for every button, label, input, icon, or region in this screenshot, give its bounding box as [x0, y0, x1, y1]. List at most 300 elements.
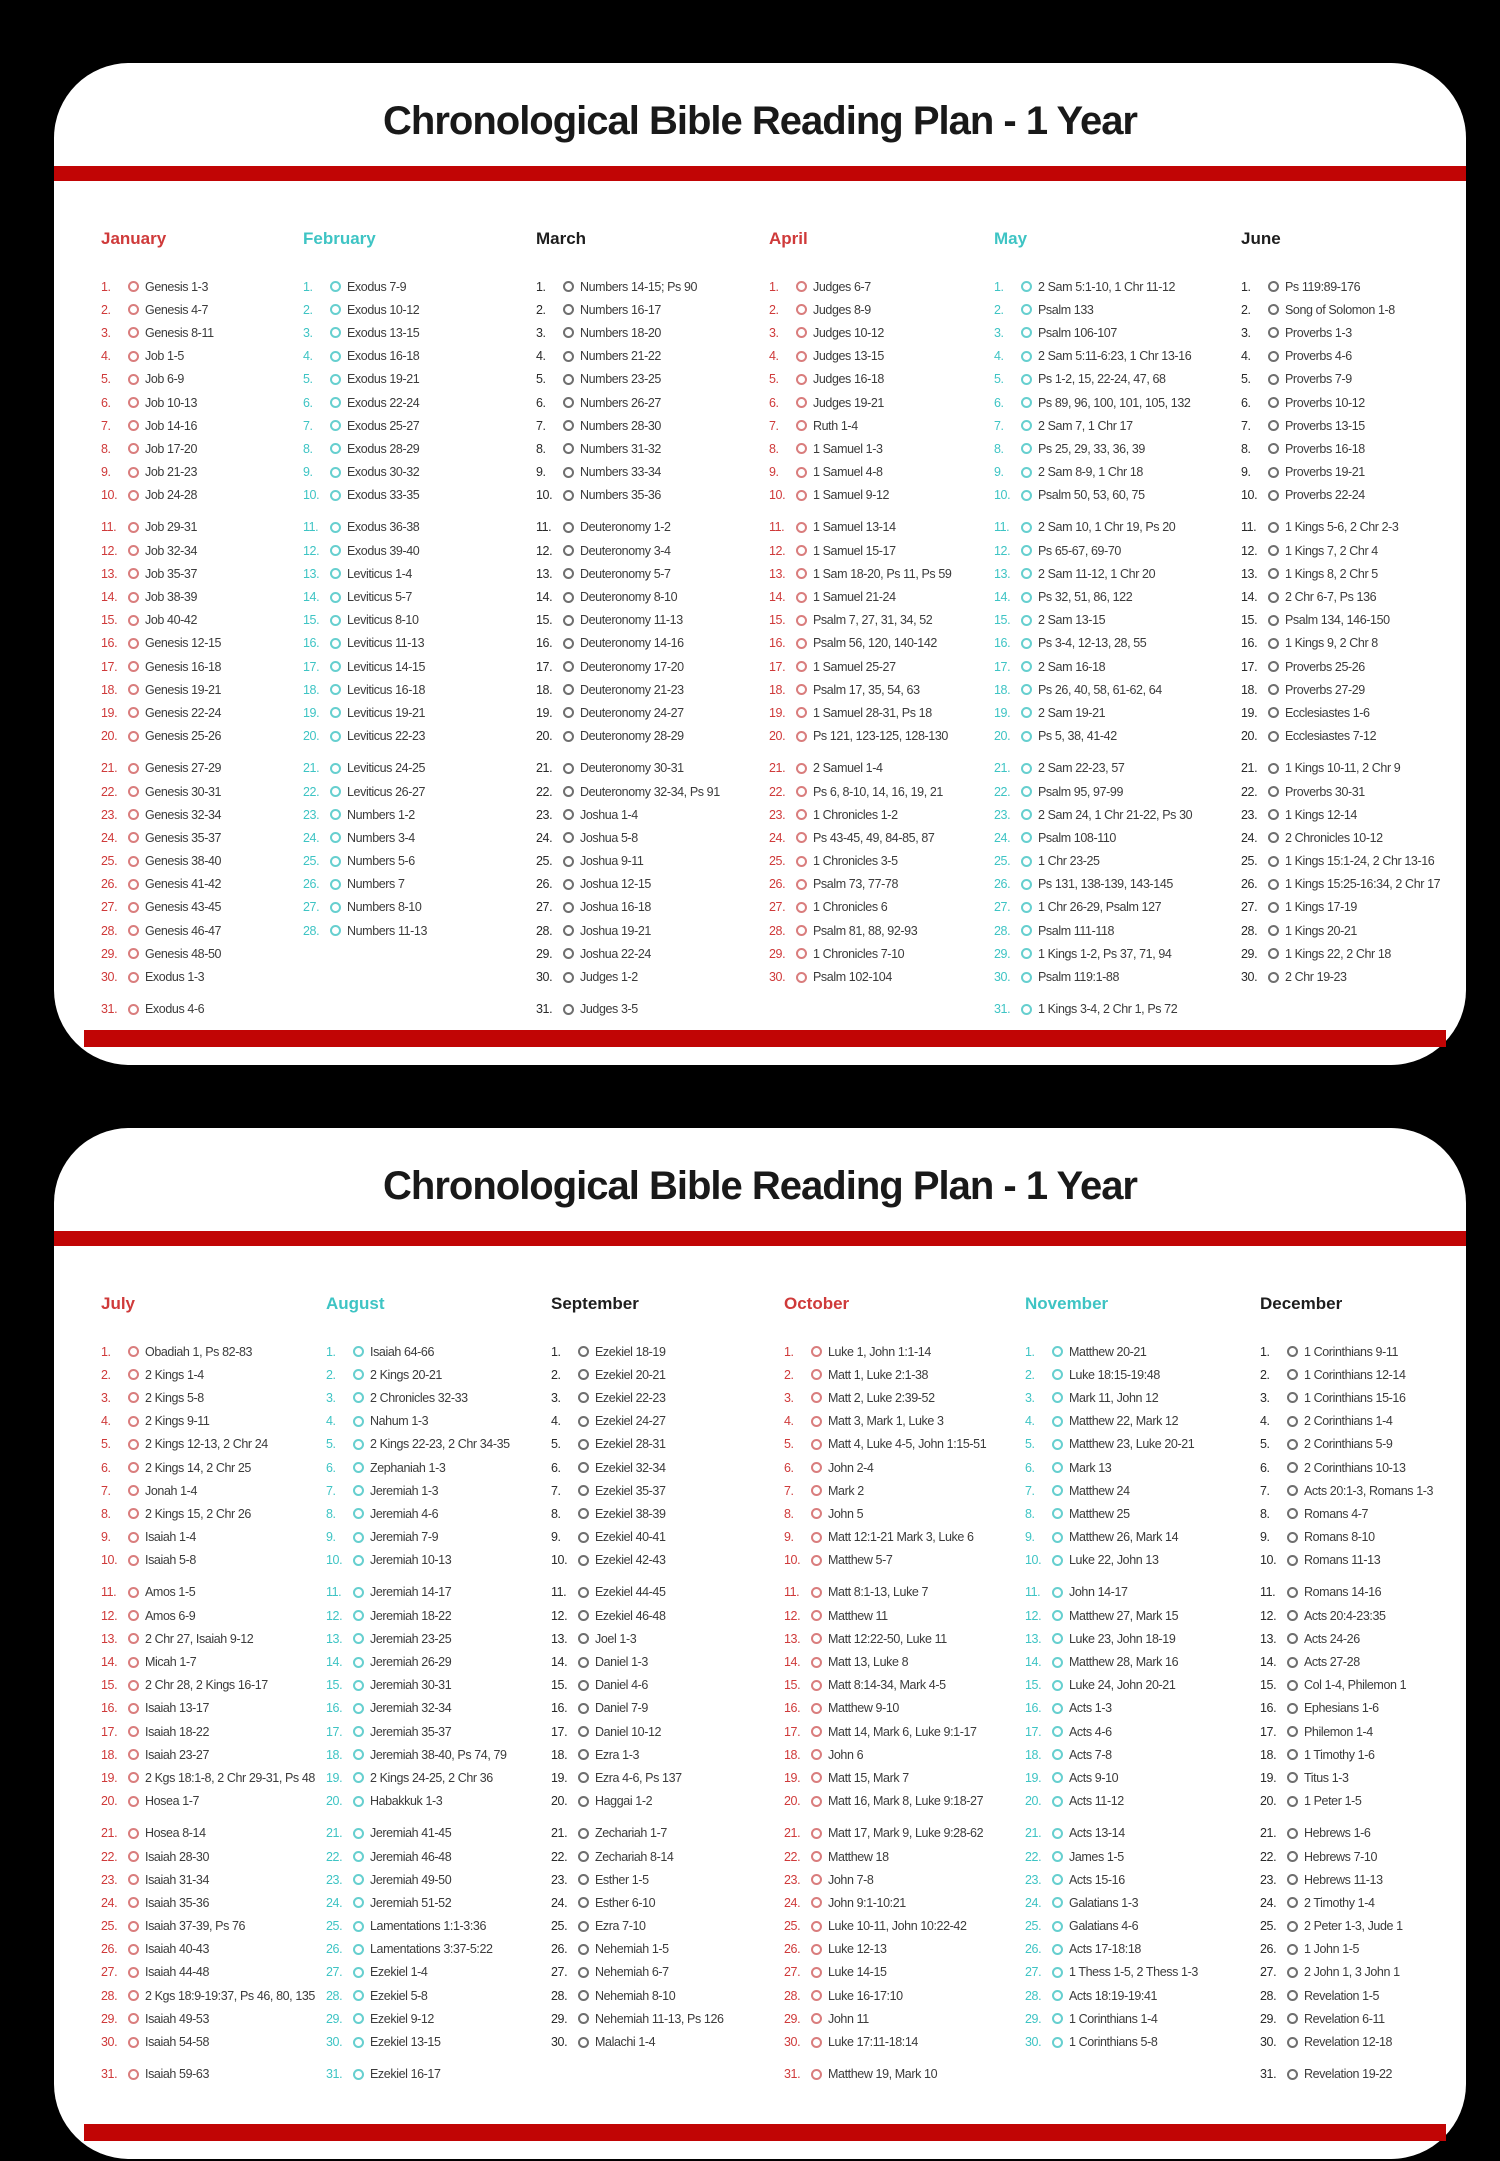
checkbox-circle-icon	[811, 1944, 822, 1955]
reading-entry	[994, 484, 1241, 507]
reading-entry	[326, 2007, 551, 2030]
checkbox-circle-icon	[1287, 1657, 1298, 1668]
day-number: 1.	[303, 279, 313, 294]
reading-reference: 2 Kings 5-8	[145, 1390, 204, 1405]
day-number: 5.	[994, 372, 1004, 387]
checkbox-circle-icon	[1268, 615, 1279, 626]
reading-entry	[551, 1549, 784, 1572]
reading-entry	[1260, 1433, 1458, 1456]
reading-entry	[769, 678, 994, 701]
checkbox-circle-icon	[578, 1921, 589, 1932]
checkbox-circle-icon	[563, 948, 574, 959]
reading-entry	[551, 1386, 784, 1409]
day-number: 24.	[551, 1895, 568, 1910]
day-number: 29.	[1025, 2011, 1042, 2026]
reading-entry	[1025, 1386, 1260, 1409]
reading-entry	[1025, 1790, 1260, 1813]
reading-entry	[1025, 1456, 1260, 1479]
reading-entry	[551, 1938, 784, 1961]
reading-reference: Jeremiah 32-34	[370, 1701, 452, 1716]
checkbox-circle-icon	[811, 2037, 822, 2048]
reading-reference: Col 1-4, Philemon 1	[1304, 1678, 1407, 1693]
reading-reference: John 7-8	[828, 1872, 874, 1887]
day-number: 20.	[101, 1794, 118, 1809]
reading-entry	[551, 1961, 784, 1984]
checkbox-circle-icon	[1052, 1726, 1063, 1737]
checkbox-circle-icon	[128, 902, 139, 913]
checkbox-circle-icon	[578, 1796, 589, 1807]
reading-reference: 1 Kings 17-19	[1285, 900, 1357, 915]
reading-reference: Leviticus 14-15	[347, 659, 426, 674]
checkbox-circle-icon	[1052, 1749, 1063, 1760]
day-number: 22.	[1025, 1849, 1042, 1864]
day-number: 9.	[101, 1530, 111, 1545]
reading-reference: Ezekiel 35-37	[595, 1483, 666, 1498]
reading-reference: Deuteronomy 17-20	[580, 659, 684, 674]
checkbox-circle-icon	[128, 304, 139, 315]
day-number: 25.	[536, 854, 553, 869]
reading-reference: Isaiah 59-63	[145, 2067, 209, 2082]
day-number: 30.	[101, 970, 118, 985]
reading-entry	[101, 345, 303, 368]
reading-reference: 2 Kings 20-21	[370, 1367, 442, 1382]
day-number: 22.	[769, 784, 786, 799]
reading-reference: Esther 6-10	[595, 1895, 656, 1910]
day-number: 3.	[303, 325, 313, 340]
reading-entry	[1260, 2063, 1458, 2086]
reading-reference: Genesis 12-15	[145, 636, 222, 651]
month-header: June	[1241, 229, 1281, 248]
month-column-august	[326, 1294, 551, 2086]
checkbox-circle-icon	[1268, 420, 1279, 431]
reading-reference: Acts 20:4-23:35	[1304, 1608, 1386, 1623]
checkbox-circle-icon	[1052, 1944, 1063, 1955]
day-number: 25.	[551, 1919, 568, 1934]
day-number: 27.	[1260, 1965, 1277, 1980]
checkbox-circle-icon	[1287, 1944, 1298, 1955]
checkbox-circle-icon	[128, 1392, 139, 1403]
reading-entry	[1025, 1627, 1260, 1650]
reading-reference: Matt 14, Mark 6, Luke 9:1-17	[828, 1724, 977, 1739]
reading-reference: Ezekiel 18-19	[595, 1344, 666, 1359]
reading-reference: 2 John 1, 3 John 1	[1304, 1965, 1400, 1980]
reading-reference: Titus 1-3	[1304, 1770, 1349, 1785]
reading-entry	[1241, 873, 1458, 896]
reading-entry	[326, 1845, 551, 1868]
reading-reference: 1 Samuel 15-17	[813, 543, 896, 558]
day-number: 17.	[1025, 1724, 1042, 1739]
day-number: 30.	[1025, 2035, 1042, 2050]
day-number: 13.	[551, 1631, 568, 1646]
reading-entry	[1260, 1961, 1458, 1984]
reading-reference: 1 Samuel 1-3	[813, 441, 883, 456]
checkbox-circle-icon	[1268, 467, 1279, 478]
reading-entry	[551, 1340, 784, 1363]
reading-reference: Daniel 4-6	[595, 1678, 648, 1693]
month-header: July	[101, 1294, 136, 1313]
reading-reference: Matthew 26, Mark 14	[1069, 1530, 1179, 1545]
reading-entry	[1241, 780, 1458, 803]
day-number: 25.	[1260, 1919, 1277, 1934]
reading-reference: 1 Corinthians 5-8	[1069, 2035, 1158, 2050]
day-number: 26.	[784, 1942, 801, 1957]
day-number: 24.	[769, 830, 786, 845]
checkbox-circle-icon	[330, 731, 341, 742]
day-number: 12.	[1025, 1608, 1042, 1623]
checkbox-circle-icon	[1268, 809, 1279, 820]
checkbox-circle-icon	[1021, 592, 1032, 603]
checkbox-circle-icon	[578, 1828, 589, 1839]
day-number: 7.	[769, 418, 779, 433]
day-number: 8.	[1025, 1506, 1035, 1521]
day-number: 19.	[101, 705, 118, 720]
day-number: 9.	[1241, 465, 1251, 480]
reading-reference: 2 Kings 22-23, 2 Chr 34-35	[370, 1437, 510, 1452]
day-number: 3.	[101, 1390, 111, 1405]
checkbox-circle-icon	[796, 684, 807, 695]
checkbox-circle-icon	[1287, 1416, 1298, 1427]
checkbox-circle-icon	[1052, 1462, 1063, 1473]
reading-entry	[994, 562, 1241, 585]
reading-entry	[326, 1627, 551, 1650]
reading-reference: Matthew 19, Mark 10	[828, 2067, 938, 2082]
reading-reference: Exodus 30-32	[347, 465, 420, 480]
reading-entry	[1241, 562, 1458, 585]
reading-reference: Matthew 22, Mark 12	[1069, 1414, 1179, 1429]
reading-entry	[101, 2007, 326, 2030]
reading-entry	[303, 850, 536, 873]
day-number: 26.	[551, 1942, 568, 1957]
checkbox-circle-icon	[128, 879, 139, 890]
day-number: 20.	[536, 729, 553, 744]
day-number: 3.	[784, 1390, 794, 1405]
reading-reference: Deuteronomy 24-27	[580, 705, 684, 720]
checkbox-circle-icon	[811, 1416, 822, 1427]
reading-entry	[101, 965, 303, 988]
checkbox-circle-icon	[1268, 763, 1279, 774]
day-number: 25.	[101, 854, 118, 869]
checkbox-circle-icon	[128, 1967, 139, 1978]
reading-entry	[536, 919, 769, 942]
reading-reference: Nehemiah 6-7	[595, 1965, 669, 1980]
day-number: 11.	[784, 1585, 800, 1600]
reading-entry	[101, 1720, 326, 1743]
reading-reference: Psalm 111-118	[1038, 923, 1115, 938]
reading-entry	[1260, 1502, 1458, 1525]
reading-reference: Joshua 12-15	[580, 877, 651, 892]
reading-reference: Ps 26, 40, 58, 61-62, 64	[1038, 682, 1162, 697]
reading-entry	[326, 1581, 551, 1604]
reading-entry	[326, 1891, 551, 1914]
day-number: 12.	[101, 1608, 118, 1623]
reading-reference: Exodus 10-12	[347, 302, 420, 317]
reading-entry	[1025, 1674, 1260, 1697]
reading-reference: Psalm 73, 77-78	[813, 877, 899, 892]
reading-reference: Ephesians 1-6	[1304, 1701, 1379, 1716]
day-number: 10.	[536, 488, 553, 503]
reading-entry	[536, 516, 769, 539]
day-number: 31.	[784, 2067, 801, 2082]
reading-entry	[1025, 1650, 1260, 1673]
checkbox-circle-icon	[128, 809, 139, 820]
reading-reference: Ps 121, 123-125, 128-130	[813, 729, 948, 744]
reading-entry	[769, 655, 994, 678]
day-number: 26.	[101, 877, 118, 892]
reading-reference: Amos 1-5	[145, 1585, 196, 1600]
reading-entry	[101, 585, 303, 608]
reading-reference: Isaiah 64-66	[370, 1344, 434, 1359]
checkbox-circle-icon	[578, 1726, 589, 1737]
day-number: 2.	[769, 302, 779, 317]
checkbox-circle-icon	[578, 1555, 589, 1566]
checkbox-circle-icon	[128, 1610, 139, 1621]
reading-list	[536, 275, 769, 1021]
checkbox-circle-icon	[1268, 545, 1279, 556]
reading-entry	[101, 1363, 326, 1386]
reading-entry	[326, 1340, 551, 1363]
reading-reference: Joshua 1-4	[580, 807, 638, 822]
checkbox-circle-icon	[128, 1851, 139, 1862]
reading-reference: Deuteronomy 1-2	[580, 520, 671, 535]
checkbox-circle-icon	[330, 707, 341, 718]
reading-reference: 1 Kings 10-11, 2 Chr 9	[1285, 761, 1401, 776]
reading-entry	[303, 516, 536, 539]
day-number: 7.	[536, 418, 546, 433]
day-number: 22.	[101, 784, 118, 799]
reading-entry	[1025, 1822, 1260, 1845]
reading-entry	[101, 1961, 326, 1984]
checkbox-circle-icon	[128, 1828, 139, 1839]
reading-entry	[303, 298, 536, 321]
day-number: 12.	[1260, 1608, 1277, 1623]
reading-entry	[101, 516, 303, 539]
day-number: 14.	[101, 590, 118, 605]
reading-entry	[994, 873, 1241, 896]
day-number: 17.	[326, 1724, 343, 1739]
checkbox-circle-icon	[353, 1990, 364, 2001]
month-column-december	[1260, 1294, 1458, 2086]
month-header: March	[536, 229, 587, 248]
reading-entry	[1260, 1526, 1458, 1549]
day-number: 2.	[994, 302, 1004, 317]
checkbox-circle-icon	[578, 2037, 589, 2048]
reading-reference: Proverbs 4-6	[1285, 349, 1352, 364]
reading-reference: 2 Kings 1-4	[145, 1367, 204, 1382]
day-number: 28.	[303, 923, 320, 938]
checkbox-circle-icon	[578, 1532, 589, 1543]
reading-entry	[1241, 803, 1458, 826]
reading-entry	[994, 803, 1241, 826]
reading-entry	[1260, 1984, 1458, 2007]
reading-entry	[784, 1790, 1025, 1813]
checkbox-circle-icon	[796, 374, 807, 385]
reading-entry	[303, 757, 536, 780]
reading-reference: Ps 6, 8-10, 14, 16, 19, 21	[813, 784, 943, 799]
checkbox-circle-icon	[1021, 879, 1032, 890]
reading-entry	[1260, 2030, 1458, 2053]
reading-entry	[101, 780, 303, 803]
checkbox-circle-icon	[563, 397, 574, 408]
day-number: 1.	[769, 279, 779, 294]
reading-list	[1025, 1340, 1260, 2054]
reading-entry	[994, 757, 1241, 780]
reading-entry	[1260, 1479, 1458, 1502]
month-column-october	[784, 1294, 1025, 2086]
reading-entry	[101, 632, 303, 655]
day-number: 11.	[994, 520, 1010, 535]
day-number: 18.	[994, 682, 1011, 697]
reading-entry	[784, 1581, 1025, 1604]
reading-entry	[326, 1526, 551, 1549]
day-number: 25.	[1241, 854, 1258, 869]
reading-entry	[994, 368, 1241, 391]
checkbox-circle-icon	[330, 490, 341, 501]
checkbox-circle-icon	[578, 1657, 589, 1668]
reading-reference: Philemon 1-4	[1304, 1724, 1373, 1739]
day-number: 8.	[101, 441, 111, 456]
checkbox-circle-icon	[128, 1921, 139, 1932]
day-number: 4.	[769, 349, 779, 364]
checkbox-circle-icon	[811, 1749, 822, 1760]
reading-reference: 1 Corinthians 12-14	[1304, 1367, 1406, 1382]
reading-entry	[536, 539, 769, 562]
reading-reference: Judges 13-15	[813, 349, 884, 364]
reading-reference: Luke 22, John 13	[1069, 1553, 1159, 1568]
reading-reference: Exodus 39-40	[347, 543, 420, 558]
checkbox-circle-icon	[578, 1485, 589, 1496]
reading-reference: Ezekiel 46-48	[595, 1608, 666, 1623]
checkbox-circle-icon	[1021, 902, 1032, 913]
reading-entry	[303, 919, 536, 942]
reading-reference: Ezekiel 13-15	[370, 2035, 441, 2050]
checkbox-circle-icon	[128, 972, 139, 983]
checkbox-circle-icon	[1287, 1346, 1298, 1357]
day-number: 9.	[101, 465, 111, 480]
reading-entry	[1241, 321, 1458, 344]
day-number: 1.	[536, 279, 546, 294]
plan-panel-top	[54, 63, 1466, 1065]
day-number: 13.	[784, 1631, 801, 1646]
day-number: 21.	[551, 1826, 568, 1841]
checkbox-circle-icon	[1268, 443, 1279, 454]
reading-reference: Obadiah 1, Ps 82-83	[145, 1344, 253, 1359]
day-number: 3.	[1260, 1390, 1270, 1405]
reading-entry	[101, 919, 303, 942]
checkbox-circle-icon	[578, 1897, 589, 1908]
day-number: 3.	[536, 325, 546, 340]
reading-entry	[784, 1386, 1025, 1409]
day-number: 5.	[303, 372, 313, 387]
day-number: 20.	[551, 1794, 568, 1809]
day-number: 10.	[1025, 1553, 1042, 1568]
checkbox-circle-icon	[1021, 281, 1032, 292]
reading-reference: Jeremiah 46-48	[370, 1849, 452, 1864]
reading-entry	[536, 701, 769, 724]
reading-reference: Leviticus 19-21	[347, 705, 426, 720]
reading-entry	[101, 1386, 326, 1409]
reading-list	[551, 1340, 784, 2054]
reading-reference: Acts 7-8	[1069, 1747, 1112, 1762]
checkbox-circle-icon	[563, 902, 574, 913]
reading-entry	[784, 1743, 1025, 1766]
day-number: 21.	[994, 761, 1011, 776]
reading-reference: Joshua 16-18	[580, 900, 651, 915]
day-number: 6.	[101, 395, 111, 410]
day-number: 21.	[326, 1826, 343, 1841]
checkbox-circle-icon	[128, 1633, 139, 1644]
reading-reference: Ezekiel 32-34	[595, 1460, 666, 1475]
checkbox-circle-icon	[1268, 327, 1279, 338]
day-number: 4.	[551, 1414, 561, 1429]
checkbox-circle-icon	[811, 1587, 822, 1598]
day-number: 25.	[769, 854, 786, 869]
day-number: 15.	[769, 613, 786, 628]
day-number: 10.	[1260, 1553, 1277, 1568]
reading-reference: Jeremiah 23-25	[370, 1631, 452, 1646]
reading-entry	[326, 2063, 551, 2086]
reading-reference: Lamentations 3:37-5:22	[370, 1942, 493, 1957]
checkbox-circle-icon	[330, 420, 341, 431]
reading-entry	[1241, 678, 1458, 701]
month-header: January	[101, 229, 167, 248]
reading-reference: Matt 4, Luke 4-5, John 1:15-51	[828, 1437, 987, 1452]
reading-reference: Joshua 5-8	[580, 830, 638, 845]
checkbox-circle-icon	[330, 902, 341, 913]
day-number: 28.	[536, 923, 553, 938]
checkbox-circle-icon	[811, 1462, 822, 1473]
checkbox-circle-icon	[1268, 948, 1279, 959]
reading-entry	[1241, 757, 1458, 780]
reading-reference: Jeremiah 38-40, Ps 74, 79	[370, 1747, 507, 1762]
day-number: 2.	[1025, 1367, 1035, 1382]
reading-reference: Amos 6-9	[145, 1608, 196, 1623]
reading-entry	[101, 562, 303, 585]
checkbox-circle-icon	[330, 545, 341, 556]
checkbox-circle-icon	[1268, 374, 1279, 385]
reading-reference: Ezekiel 44-45	[595, 1585, 666, 1600]
checkbox-circle-icon	[353, 1680, 364, 1691]
reading-entry	[784, 1363, 1025, 1386]
day-number: 14.	[1260, 1655, 1277, 1670]
day-number: 22.	[994, 784, 1011, 799]
reading-reference: Acts 9-10	[1069, 1770, 1119, 1785]
checkbox-circle-icon	[128, 1796, 139, 1807]
reading-entry	[784, 1502, 1025, 1525]
reading-reference: Luke 18:15-19:48	[1069, 1367, 1160, 1382]
reading-reference: Proverbs 27-29	[1285, 682, 1365, 697]
checkbox-circle-icon	[1021, 809, 1032, 820]
reading-entry	[769, 461, 994, 484]
reading-reference: Genesis 32-34	[145, 807, 222, 822]
reading-entry	[101, 850, 303, 873]
day-number: 28.	[769, 923, 786, 938]
checkbox-circle-icon	[563, 809, 574, 820]
checkbox-circle-icon	[330, 592, 341, 603]
reading-entry	[101, 1410, 326, 1433]
checkbox-circle-icon	[353, 1796, 364, 1807]
title-divider-bar	[54, 166, 1466, 181]
reading-reference: Ps 5, 38, 41-42	[1038, 729, 1117, 744]
day-number: 19.	[326, 1770, 343, 1785]
checkbox-circle-icon	[128, 522, 139, 533]
reading-entry	[1025, 1961, 1260, 1984]
checkbox-circle-icon	[1287, 1990, 1298, 2001]
checkbox-circle-icon	[128, 490, 139, 501]
day-number: 1.	[101, 1344, 111, 1359]
reading-reference: Psalm 133	[1038, 302, 1094, 317]
day-number: 5.	[101, 372, 111, 387]
reading-entry	[784, 2007, 1025, 2030]
